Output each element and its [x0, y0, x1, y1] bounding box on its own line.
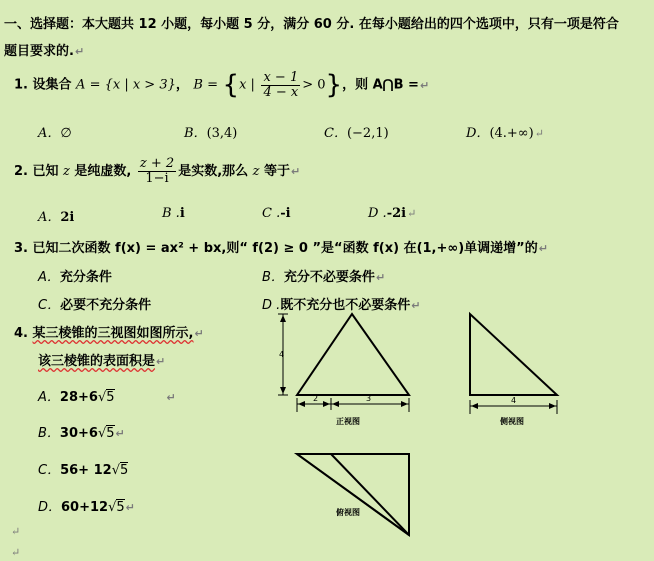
q3-option-b: B．充分不必要条件↵	[262, 270, 386, 285]
q2-option-b: B .i	[162, 206, 185, 221]
question-4-stem-1: 4. 某三棱锥的三视图如图所示,↵	[14, 326, 204, 341]
q4-option-a: A．28+6√5 ↵	[38, 390, 176, 405]
front-view-label: 正视图	[336, 417, 360, 426]
empty-paragraph-2: ↵	[11, 546, 21, 559]
q4-option-c: C．56+ 12√5	[38, 463, 129, 478]
question-4-stem-2: 该三棱锥的表面积是↵	[38, 354, 166, 369]
q2-option-a: A．2i	[38, 210, 75, 225]
q1-option-d: D．(4.+∞)↵	[466, 126, 544, 141]
q3-option-d: D .既不充分也不必要条件↵	[262, 298, 421, 313]
top-view-diagonal	[297, 454, 409, 535]
top-view-inner-line	[331, 454, 409, 535]
q3-option-c: C．必要不充分条件	[38, 298, 152, 313]
side-view-label: 侧视图	[500, 417, 524, 426]
section-header-line1: 一、选择题：本大题共 12 小题，每小题 5 分，满分 60 分. 在每小题给出的四个选项中，只有一项是符合	[4, 17, 619, 32]
q3-option-a: A．充分条件	[38, 270, 112, 285]
empty-paragraph-1: ↵	[11, 525, 21, 538]
question-2-stem: 2. 已知 z 是纯虚数, $\frac{z + 2}{1-i}$ 是实数,那么 z 等于↵	[14, 156, 301, 186]
front-height-label: 4	[279, 350, 285, 359]
q2-option-d: D .-2i↵	[368, 206, 417, 221]
q1-option-b: B．(3,4)	[184, 126, 238, 141]
q1-option-c: C．(−2,1)	[324, 126, 389, 141]
front-left-label: 2	[313, 394, 319, 403]
z-fraction: $\frac{z + 2}{1-i}$	[139, 156, 175, 186]
q1-option-a: A．∅	[38, 126, 72, 141]
side-view-triangle	[470, 314, 557, 395]
q4-option-b: B．30+6√5↵	[38, 426, 125, 441]
question-1-stem: 1. 设集合 A = {x | x > 3}， B = {x | $\frac{x - 1}{4 - x}$ > 0}，则 A⋂B =↵	[14, 69, 430, 100]
q2-option-c: C .-i	[262, 206, 291, 221]
set-b-fraction: $\frac{x - 1}{4 - x}$	[263, 69, 299, 100]
side-width-label: 4	[511, 396, 517, 405]
front-view-triangle	[297, 314, 409, 395]
top-view-label: 俯视图	[336, 508, 360, 517]
q4-option-d: D．60+12√5↵	[38, 500, 135, 515]
front-right-label: 3	[366, 394, 372, 403]
section-header-line2: 题目要求的.↵	[4, 44, 85, 59]
question-3-stem: 3. 已知二次函数 f(x) = ax² + bx,则“ f(2) ≥ 0 ”是“函数 f(x) 在(1,+∞)单调递增”的↵	[14, 241, 548, 256]
